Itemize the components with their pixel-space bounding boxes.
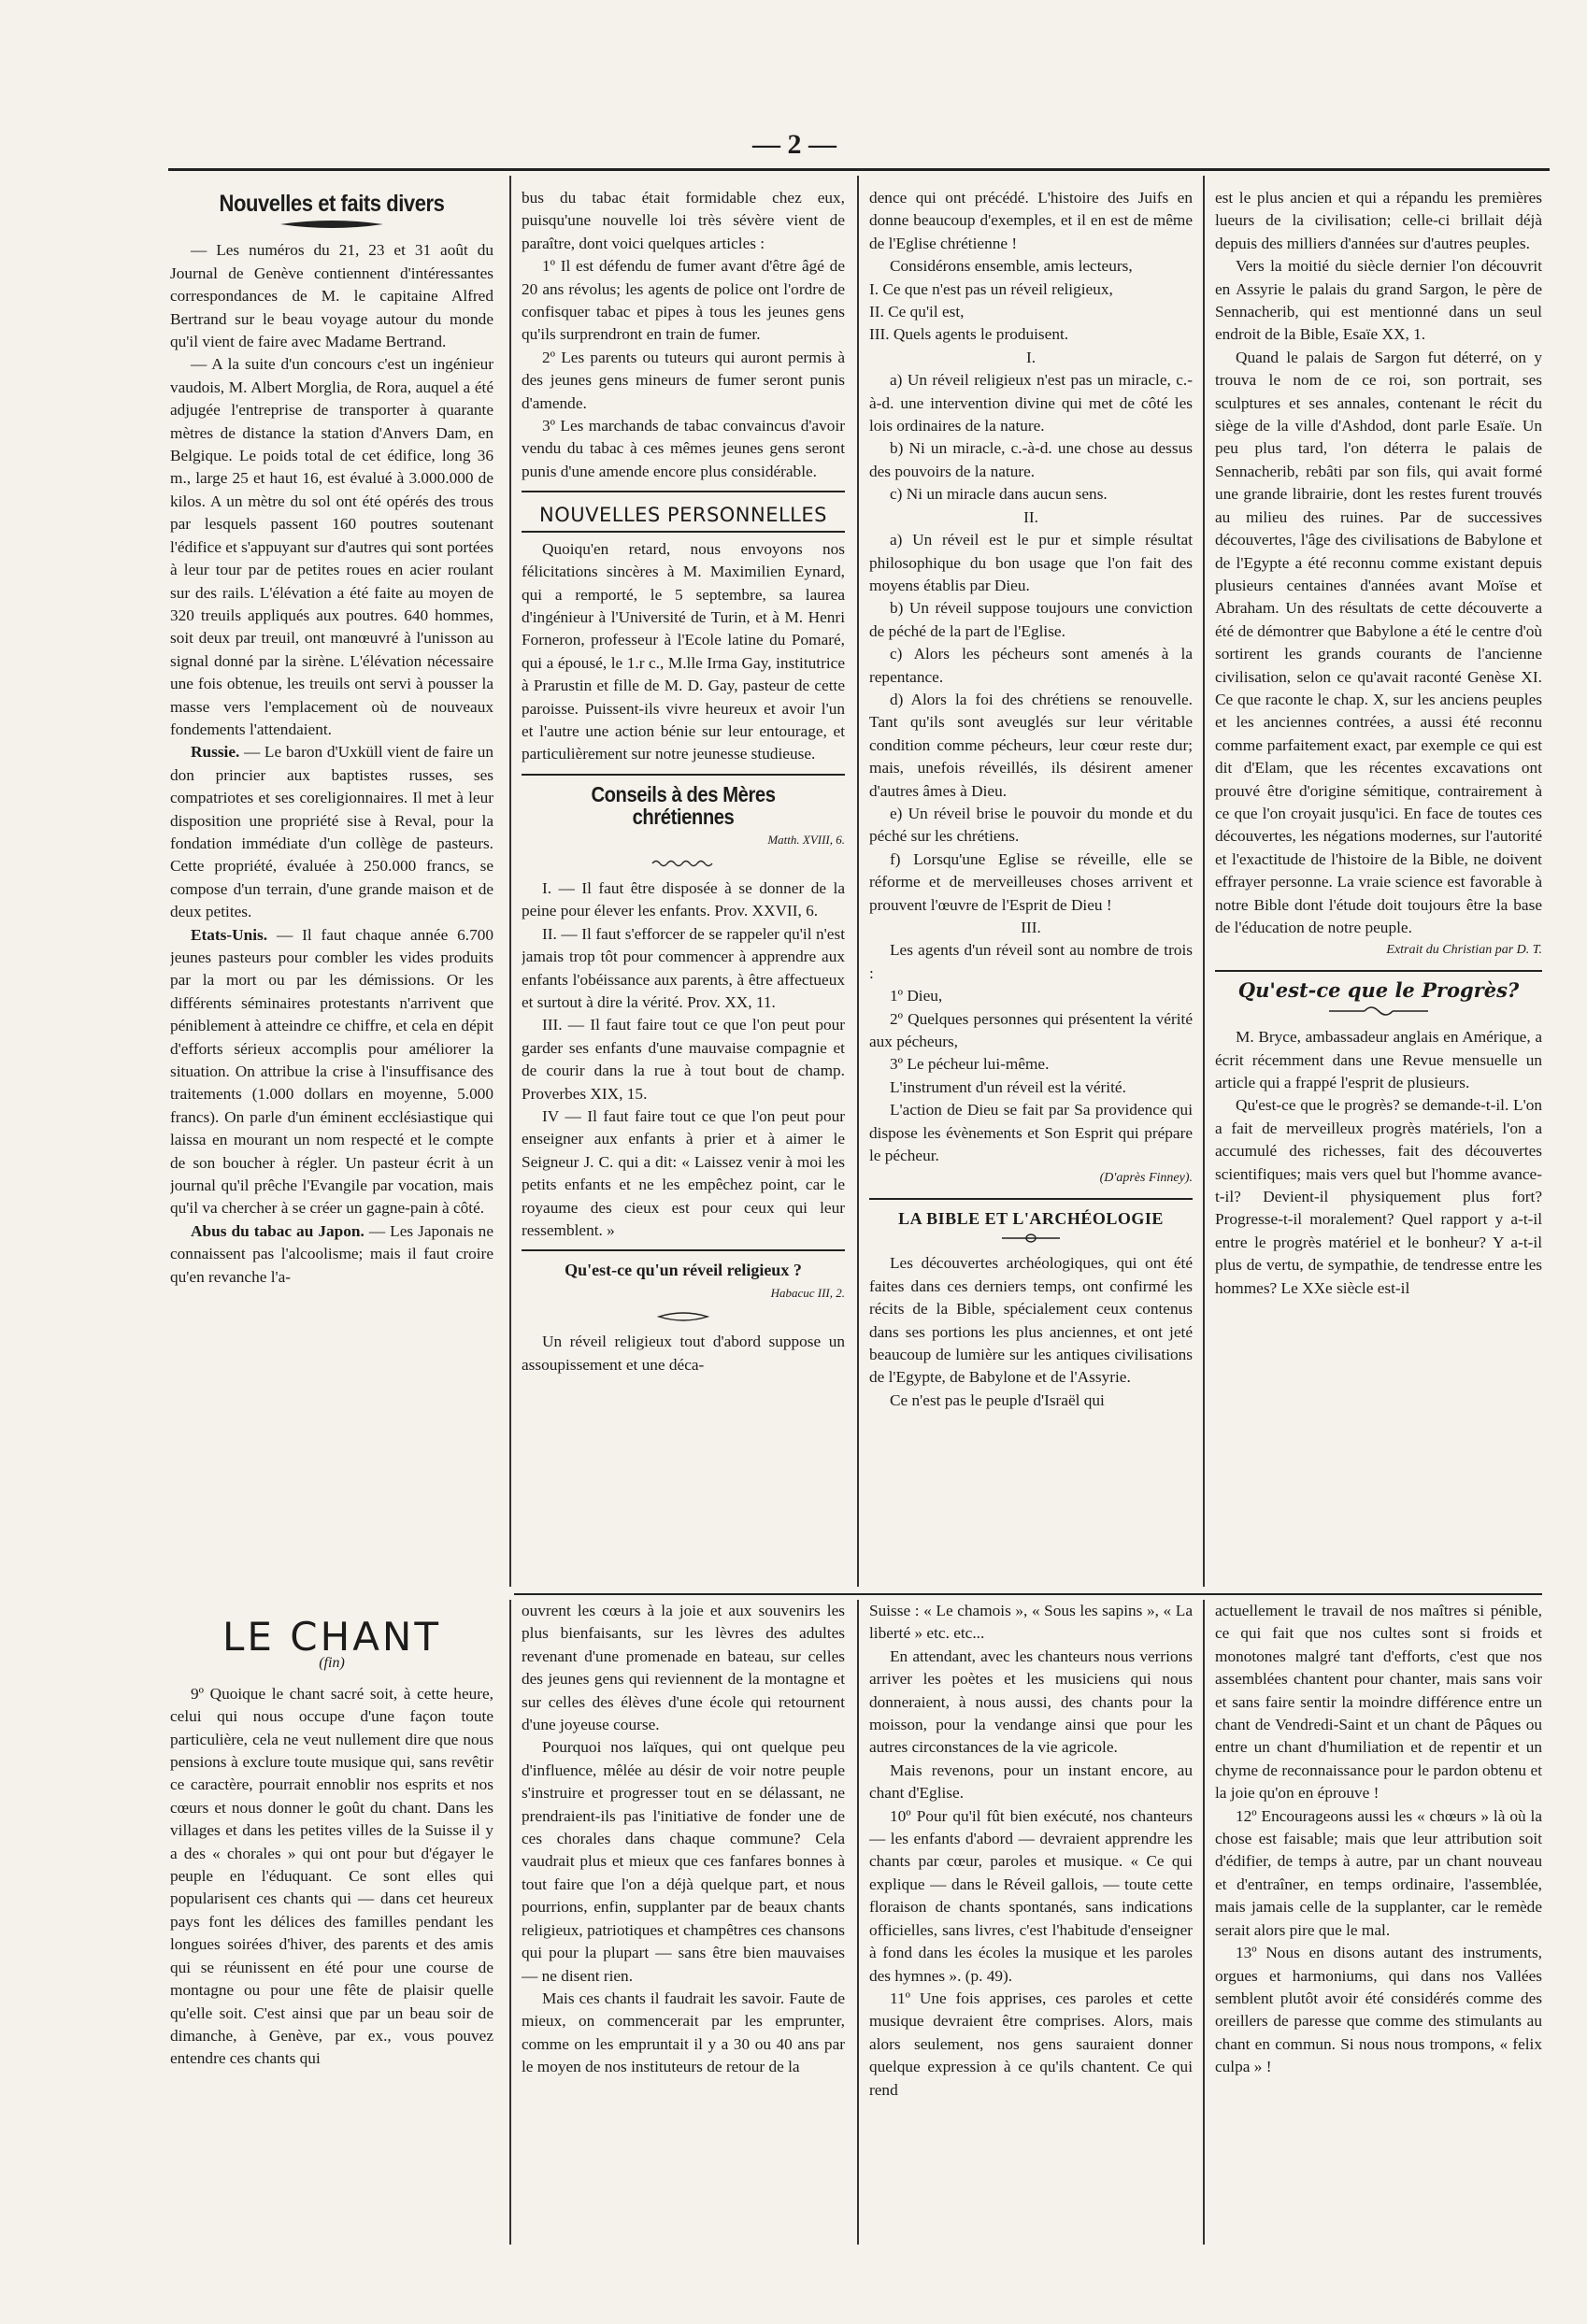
column-3: dence qui ont précédé. L'histoire des Juifs en donne beaucoup d'exemples, et il en est de même de l'Eglise chrétienne ! Considérons ensemble, amis lecteurs, I. Ce que n'est pas un réveil religieux, II. Ce qu'il est, III. Quels agents le produisent. I. a) Un réveil religieux n'est pas un miracle, c.-à-d. une intervention divine qui met de côté les lois ordinaires de la nature. b) Ni un miracle, c.-à-d. une chose au dessus des pouvoirs de la nature. c) Ni un miracle dans aucun sens. II. a) Un réveil est le pur et simple résultat philosophique du bon usage que l'on fait des moyens établis par Dieu. b) Un réveil suppose toujours une conviction de péché de la part de l'Eglise. c) Alors les pécheurs sont amenés à la repentance. d) Alors la foi des chrétiens se renouvelle. Tant qu'ils sont aveuglés sur leur véritable condition comme pécheurs, leur cœur reste dur; mais, unefois réveillés, ils désirent amener d'autres âmes à Dieu. e) Un réveil brise le pouvoir du monde et du péché sur les chrétiens. f) Lorsqu'une Eglise se réveille, elle se réforme et de merveilleuses choses arrivent et prouvent l'œuvre de l'Esprit de Dieu ! III. Les agents d'un réveil sont au nombre de trois : 1º Dieu, 2º Quelques personnes qui présentent la vérité aux pécheurs, 3º Le pécheur lui-même. L'instrument d'un réveil est la vérité. L'action de Dieu se fait par Sa providence qui dispose les évènements et Son Esprit qui prépare le pécheur. (D'après Finney). LA BIBLE ET L'ARCHÉOLOGIE Les découvertes archéologiques, qui ont été faites dans ces derniers temps, ont confirmé les récits de la Bible, spécialement ceux contenus dans ses portions les plus anciennes, et ont jeté beaucoup de lumière sur les antiques civilisations de l'Egypte, de Babylone et de l'Assyrie. Ce n'est pas le peuple d'Israël qui (869, 189, 1193, 1409)
column-rule (509, 176, 511, 1587)
chant-column-4: actuellement le travail de nos maîtres si pénible, ce qui fait que nos cultes sont si froids et monotones malgré tant d'efforts, c'est que nos assemblées chantent pour chanter, mais sans voir et sans faire sentir la moindre différence entre un chant de Vendredi-Saint et un chant de Pâques ou entre un chant d'humiliation et de repentir et un chyme de reconnaissance pour le pardon obtenu et la joie qu'on en éprouve ! 12º Encourageons aussi les « chœurs » là où la chose est faisable; mais que leur attribution soit d'édifier, de temps à autre, par un chant nouveau et d'entraîner, en temps ordinaire, l'assemblée, mais jamais celle de la supplanter, car le remède serait alors pire que le mal. 13º Nous en disons autant des instruments, orgues et harmoniums, qui dans nos Vallées semblent plutôt avoir été considérés comme des oreillers de paresse que comme des stimulants au chant en commun. Si nous nous trompons, « felix culpa » ! (1215, 1602, 1542, 2076)
source-credit: (D'après Finney). (1099, 1171, 1193, 1186)
column-rule (1203, 1600, 1205, 2245)
section-rule (514, 1593, 1542, 1595)
ornament-icon (276, 219, 388, 230)
ornament-icon (655, 1312, 711, 1321)
header-rule (168, 168, 1550, 171)
ornament-icon (1327, 1005, 1430, 1017)
page-number: — 2 — (752, 129, 836, 160)
source-credit: Extrait du Christian par D. T. (1386, 943, 1542, 958)
section-title-bible: LA BIBLE ET L'ARCHÉOLOGIE (898, 1208, 1164, 1228)
news-lead: Abus du tabac au Japon. (191, 1221, 365, 1240)
news-item: Russie. — Le baron d'Uxküll vient de faire un don princier aux baptistes russes, ses compatriotes et ses coreligionnaires. Il met à leur disposition une propriété sise à Reval, pour la fondation immédiate d'un collège de pasteurs. Cette propriété, évaluée à 250.000 francs, se compose d'un terrain, d'une grande maison et de deux petites. (170, 743, 493, 921)
divider (522, 774, 845, 776)
chant-subtitle: (fin) (319, 1655, 345, 1672)
news-lead: Russie. (191, 743, 240, 762)
news-item: — A la suite d'un concours c'est un ingénieur vaudois, M. Albert Morglia, de Rora, auquel a été adjugée l'entreprise de transporter à quarante mètres de distance la station d'Anvers Dam, en Belgique. Le poids total de cet édifice, long 36 m., large 25 et haut 16, est évalué à 3.000.000 de kilos. A un mètre du sol ont été opérés des trous par lesquels passent 160 poutres soutenant l'édifice et s'appuyant sur d'autres qui sont portées à leur tour par de petites roues en acier roulant sur des rails. L'élévation a été faite au moyen de 320 treuils appliqués aux poutres. 640 hommes, soit deux par treuil, ont manœuvré à l'unisson au signal donné par la sirène. L'élévation nécessaire une fois obtenue, les treuils ont servi à pousser la masse vers l'emplacement où de nouveaux fondements l'attendaient. (170, 355, 493, 738)
divider (522, 1249, 845, 1251)
scripture-reference: Matth. XVIII, 6. (767, 832, 845, 847)
news-lead: Etats-Unis. (191, 925, 268, 944)
divider (869, 1198, 1193, 1200)
news-item: Abus du tabac au Japon. — Les Japonais ne connaissent pas l'alcoolisme; mais il faut croire qu'en revanche l'a- (170, 1221, 493, 1286)
column-1 (170, 187, 493, 1589)
column-rule (509, 1600, 511, 2245)
column-rule (857, 1600, 859, 2245)
divider (522, 491, 845, 492)
ornament-icon (651, 859, 716, 868)
column-2: bus du tabac était formidable chez eux, puisqu'une nouvelle loi très sévère vient de paraître, dont voici quelques articles : 1º Il est défendu de fumer avant d'être âgé de 20 ans révolus; les agents de police ont l'ordre de confisquer tabac et pipes à tous les jeunes gens qu'ils surprendront en train de fumer. 2º Les parents ou tuteurs qui auront permis à des jeunes gens mineurs de fumer seront punis d'amende. 3º Les marchands de tabac convaincus d'avoir vendu du tabac à ces mêmes jeunes gens seront punis d'une amende encore plus considérable. NOUVELLES PERSONNELLES Quoiqu'en retard, nous envoyons nos félicitations sincères à M. Maximilien Eynard, qui a remporté, le 5 septembre, sa laurea d'ingénieur à l'Université de Turin, et à M. Henri Forneron, professeur à l'Ecole latine du Pomaré, qui a épousé, le 1.r c., M.lle Irma Gay, institutrice à Prarustin et fille de M. D. Gay, pasteur de cette paroisse. Puissent-ils vivre heureux et avoir l'un et l'autre une action bénie sur leur entourage, et particulièrement sur notre jeunesse studieuse. Conseils à des Mères chrétiennes Matth. XVIII, 6. I. — Il faut être disposée à se donner de la peine pour élever les enfants. Prov. XXVII, 6. II. — Il faut s'efforcer de se rappeler qu'il n'est jamais trop tôt pour commencer à apprendre aux enfants l'obéissance aux parents, à être affectueux et surtout à dire la vérité. Prov. XX, 11. III. — Il faut faire tout ce que l'on peut pour garder ses enfants d'une mauvaise compagnie et de courir dans la rue à tout bout de champ. Proverbes XIX, 15. IV — Il faut faire tout ce que l'on peut pour enseigner aux enfants à prier et à aimer le Seigneur J. C. qui a dit: « Laissez venir à moi les petits enfants et ne les empêchez point, car le royaume des cieux est pour ceux qui leur ressemblent. » Qu'est-ce qu'un réveil religieux ? Habacuc III, 2. Un réveil religieux tout d'abord suppose un assoupissement et une déca- (522, 189, 845, 1374)
news-item: Etats-Unis. — Il faut chaque année 6.700 jeunes pasteurs pour combler les vides produits par la mort ou par les démissions. Or les différents séminaires protestants n'arrivent que péniblement à atteindre ce chiffre, et cela en dépit d'efforts sérieux accomplis pour améliorer la situation. On attribue la crise à l'insuffisance des traitements (1.000 dollars en moyenne, 5.000 francs). On parle d'un éminent ecclésiastique qui laissa en mourant un nom respecté et le compte de son boucher à régler. Un pasteur écrit à un journal qu'il prêche l'Evangile par vocation, mais qu'il va chercher à se créer un gagne-pain à côté. (170, 925, 493, 1218)
column-4: est le plus ancien et qui a répandu les premières lueurs de la civilisation; celle-ci brillait déjà depuis des milliers d'années sur d'autres peuples. Vers la moitié du siècle dernier l'on découvrit en Assyrie le palais du grand Sargon, le père de Sennacherib, qui est mentionné dans un seul endroit de la Bible, Esaïe XX, 1. Quand le palais de Sargon fut déterré, on y trouva le nom de ce roi, son portrait, ses sculptures et ses annales, contenant le récit du siège de la ville d'Ashdod, dont parle Esaïe. Un peu plus tard, l'on déterra le palais de Sennacherib, rebâti par son fils, qui avait formé une grande librairie, dont les restes furent trouvés au milieu des ruines. Par de successives découvertes, l'âge des civilisations de Babylone et de l'Egypte a été reconnu comme existant depuis plusieurs centaines d'années avant Moïse et Abraham. Un des résultats de cette découverte a été de démontrer que Babylone a été le centre d'où sortirent les grands courants de l'ancienne civilisation, selon ce qu'avait raconté Genèse XI. Ce que raconte le chap. X, sur les anciens peuples et les anciennes contrées, a aussi été reconnu comme parfaitement exact, par exemple ce qui est dit d'Elam, que les récentes excavations ont prouvé être d'origine sémitique, contrairement à ce que l'on croyait jusqu'ici. En face de toutes ces découvertes, les négations modernes, sur l'autorité et l'exactitude de l'histoire de la Bible, ne doivent effrayer personne. La vraie science est favorable à notre Bible dont l'étude doit toujours être la base de l'éducation de notre peuple. Extrait du Christian par D. T. Qu'est-ce que le Progrès? M. Bryce, ambassadeur anglais en Amérique, a écrit récemment dans une Revue mensuelle un article qui a frappé l'esprit de plusieurs. Qu'est-ce que le progrès? se demande-t-il. L'on a fait de merveilleux progrès matériels, l'on a accumulé des richesses, fait des découvertes scientifiques; mais vers quel but l'homme avance-t-il? Devient-il physiquement plus fort? Progresse-t-il moralement? Quel rapport y a-t-il entre le progrès matériel et le bonheur? Y a-t-il plus de vertu, de sympathie, de tendresse entre les hommes? Le XXe siècle est-il (1215, 189, 1542, 1297)
section-title-reveil: Qu'est-ce qu'un réveil religieux ? (565, 1261, 802, 1280)
scripture-reference: Habacuc III, 2. (770, 1285, 845, 1300)
chant-column-1: LE CHANT (fin) 9º Quoique le chant sacré soit, à cette heure, celui qui nous occupe d'une façon toute particulière, cela ne veut nullement dire que nous pensions à exclure toute musique qui, sans revêtir ce caractère, pourrait ennoblir nos esprits et nos cœurs et nous donner le goût du chant. Dans les villages et dans les petites villes de la Suisse il y a des « chorales » qui ont pour but d'égayer le peuple en l'éduquant. Ce sont elles qui popularisent ces chants qui — dans cet heureux pays font les délices des familles pendant les longues soirées d'hiver, des parents et des amis qui se réunissent en été pour une course de montagne ou pour une fête de plaisir quelle qu'elle soit. C'est ainsi que par un beau soir de dimanche, à Genève, par ex., vous pouvez entendre ces chants qui (170, 1614, 493, 2068)
section-title-progres: Qu'est-ce que le Progrès? (1237, 977, 1520, 1002)
news-item: — Les numéros du 21, 23 et 31 août du Journal de Genève contiennent d'intéressantes correspondances de M. le capitaine Alfred Bertrand sur le beau voyage autour du monde qu'il vient de faire avec Madame Bertrand. (170, 241, 493, 351)
chant-title: LE CHANT (222, 1614, 441, 1660)
chant-column-2: ouvrent les cœurs à la joie et aux souvenirs les plus bienfaisants, sur les lèvres des adultes revenant d'une promenade en bateau, sur celles des jeunes gens qui reviennent de la montagne et sur celles des élèves d'une école qui retournent d'une joyeuse course. Pourquoi nos laïques, qui ont quelque peu d'influence, mêlée au désir de voir notre peuple s'instruire et progresser tout en se délassant, ne prendraient-ils pas l'initiative de fonder une de ces chorales dans chaque commune? Cela vaudrait plus et mieux que ces fanfares bonnes à tout faire que l'on a déjà quelque part, et nous pourrions, enfin, supplanter par de beaux chants religieux, patriotiques et champêtres ces chansons qui pour la plupart — sans être bien mauvaises — ne disent rien. Mais ces chants il faudrait les savoir. Faute de mieux, on commencerait par les emprunter, comme on les empruntait il y a 30 ou 40 ans par le moyen de nos instituteurs de retour de la (522, 1602, 845, 2076)
column-rule (857, 176, 859, 1587)
column-rule (1203, 176, 1205, 1587)
section-title-conseils: Conseils à des Mères chrétiennes (591, 781, 776, 830)
ornament-icon (998, 1233, 1064, 1243)
news-title: Nouvelles et faits divers (219, 191, 445, 217)
chant-column-3: Suisse : « Le chamois », « Sous les sapins », « La liberté » etc. etc... En attendant, avec les chanteurs nous verrions arriver les poètes et les musiciens qui nous donneraient, à nous aussi, des chants pour la moisson, pour la vendange ainsi que pour les autres circonstances de la vie agricole. Mais revenons, pour un instant encore, au chant d'Eglise. 10º Pour qu'il fût bien exécuté, nos chanteurs — les enfants d'abord — devraient apprendre les chants par cœur, paroles et musique. « Ce qui explique — dans le Réveil gallois, — toute cette floraison de chants spontanés, sans indications officielles, sans livres, c'est l'habitude d'enseigner à fond dans les écoles la musique et les paroles des hymnes ». (p. 49). 11º Une fois apprises, ces paroles et cette musique devraient être comprises. Alors, mais alors seulement, nos gens sauraient donner quelque expression à ce qu'ils chantent. Ce qui rend (869, 1602, 1193, 2099)
section-title-personnelles: NOUVELLES PERSONNELLES (522, 500, 845, 532)
divider (1215, 970, 1542, 972)
